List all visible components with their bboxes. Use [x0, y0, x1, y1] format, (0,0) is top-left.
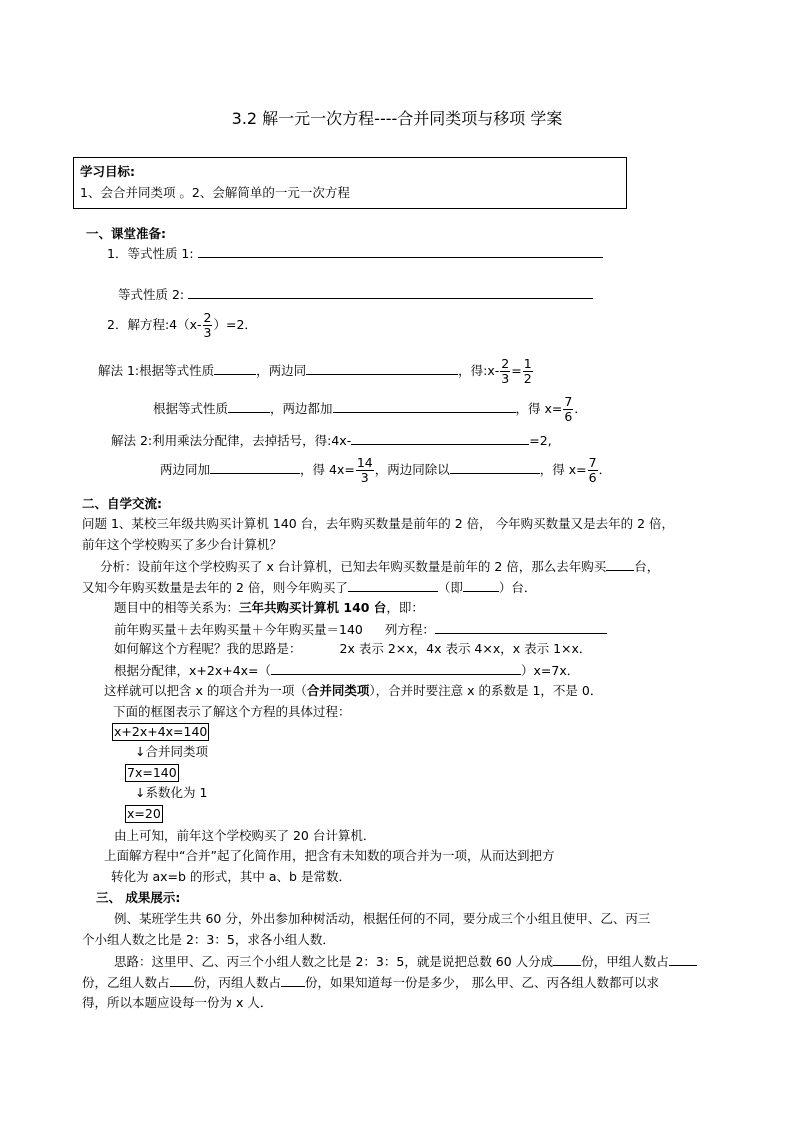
analysis-line-1: 分析：设前年这个学校购买了 x 台计算机，已知去年购买数量是前年的 2 倍，那么去年购买 台，	[100, 559, 660, 574]
blank	[669, 953, 697, 966]
fraction-fourteen-thirds: $\frac{14}{3}$	[356, 455, 373, 485]
fraction-two-thirds: $\frac{2}{3}$	[501, 356, 510, 386]
equation-line: 前年购买量＋去年购买量＋今年购买量＝140 列方程：	[114, 621, 607, 638]
distributive-line: 根据分配律，x+2x+4x=（ ）x=7x．	[114, 663, 580, 678]
method-2-line-2: 两边同加 ，得 4x= $\frac{14}{3}$ ，两边同除以 ，得 x= $\frac{7}{6}$ ．	[160, 455, 612, 485]
method-1-line-2: 根据等式性质 ，两边都加 ，得 x= $\frac{7}{6}$ ．	[153, 394, 587, 424]
blank	[271, 662, 521, 675]
result-line: 由上可知，前年这个学校购买了 20 台计算机．	[114, 828, 376, 843]
property-2-line	[118, 286, 593, 303]
flowchart-step-1: ↓合并同类项	[135, 744, 208, 759]
example-line-1: 例、某班学生共 60 分，外出参加种树活动，根据任何的不同，要分成三个小组且使甲、乙、丙三	[114, 911, 651, 926]
problem-1-line-1: 问题 1、某校三年级共购买计算机 140 台，去年购买数量是前年的 2 倍， 今年购买数量又是去年的 2 倍，	[82, 516, 675, 531]
thinking-line-1: 思路：这里甲、乙、丙三个小组人数之比是 2：3：5，就是说把总数 60 人分成 份，甲组人数占	[114, 953, 697, 970]
blank	[553, 953, 581, 966]
fraction-two-thirds: $\frac{2}{3}$	[203, 310, 212, 340]
thinking-line-3: 得，所以本题应设每一份为 x 人．	[82, 995, 273, 1010]
blank	[333, 400, 516, 413]
thinking-line-2: 份，乙组人数占 份，丙组人数占 份，如果知道每一份是多少， 那么甲、乙、丙各组人数都可以求	[82, 975, 660, 990]
section-1-heading: 一、课堂准备:	[86, 226, 166, 241]
flowchart-intro: 下面的框图表示了解这个方程的具体过程：	[113, 704, 351, 719]
equation-question-end: ）=2．	[213, 317, 257, 332]
blank	[170, 974, 194, 987]
page-title: 3.2 解一元一次方程----合并同类项与移项 学案	[231, 109, 563, 128]
property-1-line	[107, 245, 603, 262]
fraction-seven-sixths: $\frac{7}{6}$	[564, 394, 573, 424]
problem-1-line-2: 前年这个学校购买了多少台计算机？	[82, 537, 283, 552]
blank	[281, 974, 305, 987]
fraction-seven-sixths: $\frac{7}{6}$	[588, 455, 597, 485]
blank	[450, 461, 540, 474]
learning-goals-box	[73, 157, 627, 209]
property-1-label: 1．等式性质 1:	[107, 246, 194, 261]
property-2-label: 等式性质 2:	[118, 287, 185, 302]
analysis-line-2: 又知今年购买数量是去年的 2 倍，则今年购买了 （即 ）台．	[82, 580, 537, 595]
combine-line: 这样就可以把含 x 的项合并为一项（合并同类项），合并时要注意 x 的系数是 1，不是 0．	[104, 683, 603, 698]
goals-heading: 学习目标:	[80, 164, 135, 179]
summary-line-2: 转化为 ax=b 的形式，其中 a、b 是常数．	[111, 869, 351, 884]
relation-line: 题目中的相等关系为：三年共购买计算机 140 台，即：	[114, 600, 424, 615]
property-2-blank	[188, 286, 593, 299]
example-line-2: 个小组人数之比是 2：3：5，求各小组人数．	[82, 932, 335, 947]
how-to-solve-line: 如何解这个方程呢？我的思路是： 2x 表示 2×x，4x 表示 4×x，x 表示 1×x．	[114, 641, 592, 656]
blank	[228, 400, 270, 413]
method-2-line-1: 解法 2:利用乘法分配律，去掉括号，得:4x- =2,	[111, 433, 552, 448]
blank	[348, 579, 438, 592]
equation-question	[107, 310, 257, 340]
property-1-blank	[198, 245, 603, 258]
blank	[351, 432, 529, 445]
blank	[435, 621, 607, 634]
goals-text: 1、会合并同类项 。2、会解简单的一元一次方程	[80, 185, 350, 200]
flowchart-box-2: 7x=140	[127, 765, 177, 780]
method-1-line-1: 解法 1:根据等式性质 ，两边同 ，得:x- $\frac{2}{3}$ = $\frac{1}{2}$	[98, 356, 532, 386]
flowchart-step-2: ↓系数化为 1	[135, 785, 208, 800]
section-3-heading: 三、 成果展示:	[96, 890, 181, 905]
equation-question-start: 2．解方程:4（x-	[107, 317, 202, 332]
flowchart-box-1: x+2x+4x=140	[114, 724, 208, 739]
blank	[214, 362, 256, 375]
blank	[210, 461, 300, 474]
blank	[306, 362, 458, 375]
section-2-heading: 二、自学交流:	[82, 496, 162, 511]
fraction-one-half: $\frac{1}{2}$	[523, 356, 532, 386]
blank	[463, 579, 499, 592]
blank	[606, 558, 634, 571]
flowchart-box-3: x=20	[127, 806, 161, 821]
summary-line-1: 上面解方程中“合并”起了化简作用，把含有未知数的项合并为一项，从而达到把方	[104, 848, 555, 863]
